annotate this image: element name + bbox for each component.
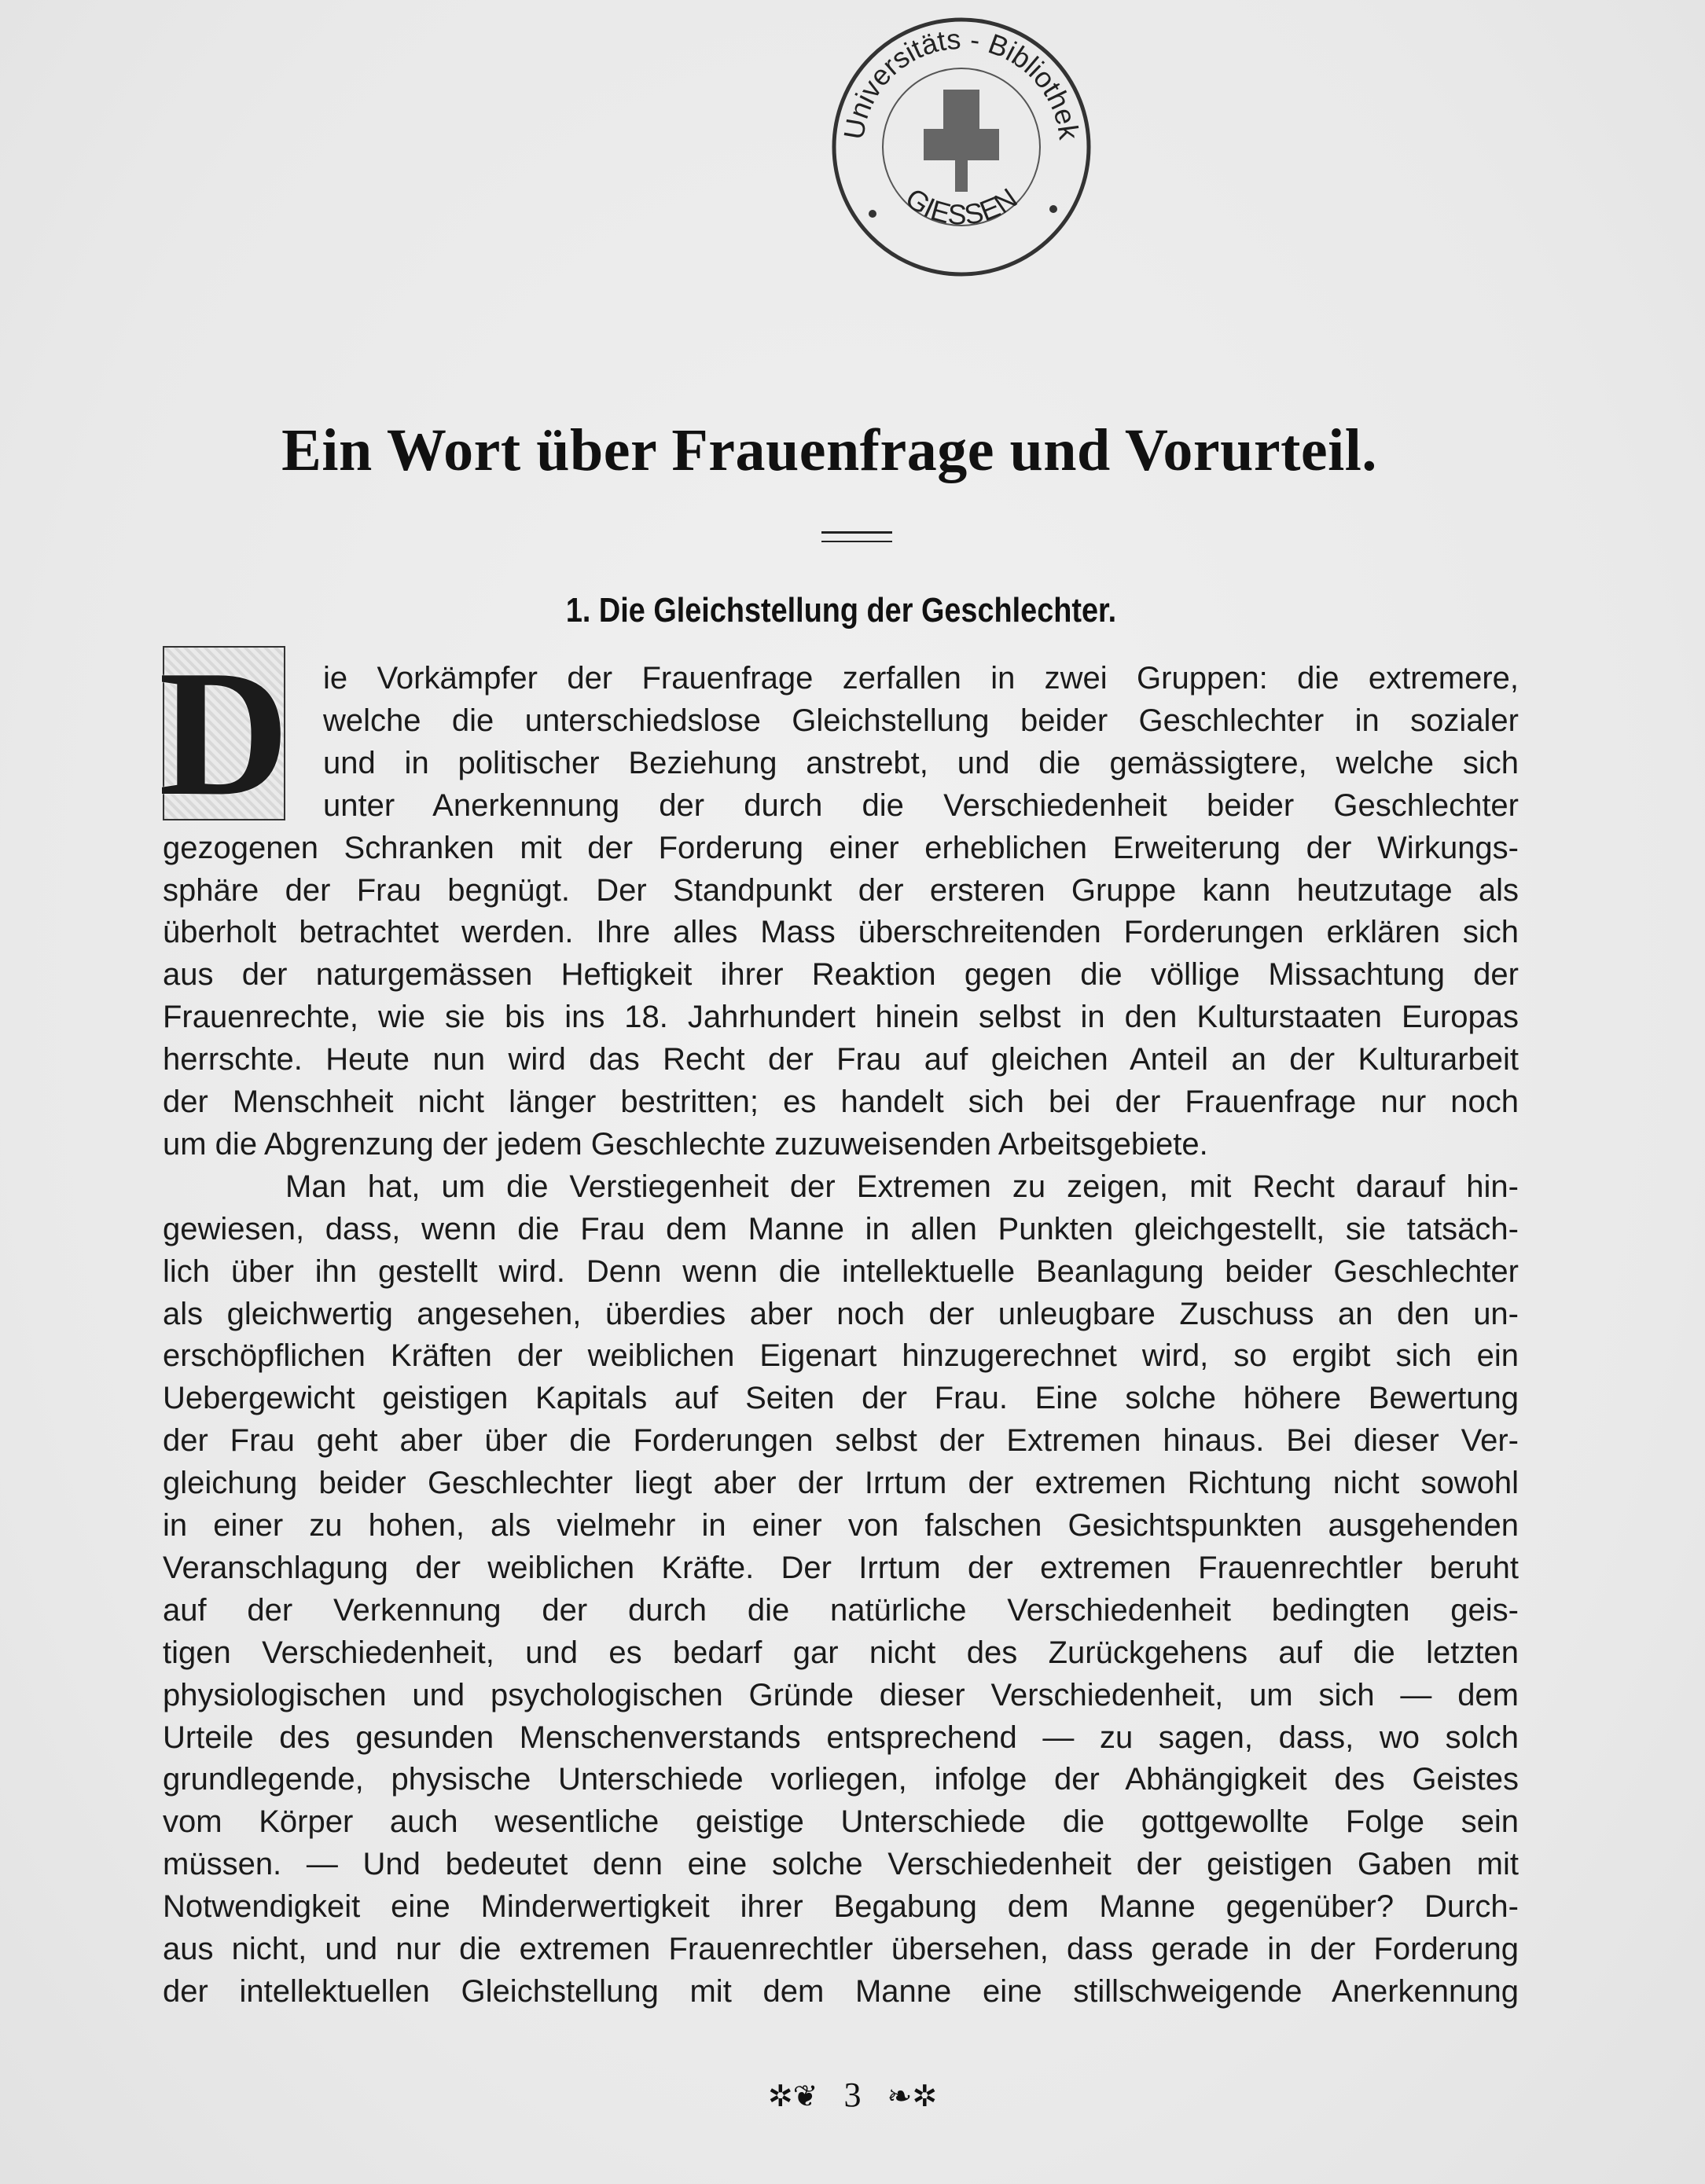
stamp-top-text: Universitäts - Bibliothek: [837, 22, 1086, 142]
text-line: überholt betrachtet werden. Ihre alles Mass überschreitenden Forderungen erklären sich: [163, 915, 1519, 950]
text-line: Urteile des gesunden Menschenverstands entsprechend — zu sagen, dass, wo solch: [163, 1720, 1519, 1755]
stamp-bottom-text: GIESSEN: [899, 181, 1023, 231]
text-line: und in politischer Beziehung anstrebt, und die gemässigtere, welche sich: [323, 745, 1519, 780]
text-line: herrschte. Heute nun wird das Recht der Frau auf gleichen Anteil an der Kulturarbeit: [163, 1042, 1519, 1077]
text-line: Uebergewicht geistigen Kapitals auf Seiten der Frau. Eine solche höhere Bewertung: [163, 1381, 1519, 1416]
ornament-left-icon: [768, 2079, 818, 2114]
page-footer: [0, 2075, 1705, 2115]
text-line: Man hat, um die Verstiegenheit der Extremen zu zeigen, mit Recht darauf hin-: [285, 1169, 1519, 1204]
text-line: in einer zu hohen, als vielmehr in einer von falschen Gesichtspunkten ausgehenden: [163, 1508, 1519, 1543]
text-line: ie Vorkämpfer der Frauenfrage zerfallen in zwei Gruppen: die extremere,: [323, 661, 1519, 696]
text-line: grundlegende, physische Unterschiede vorliegen, infolge der Abhängigkeit des Geistes: [163, 1762, 1519, 1797]
text-line: gezogenen Schranken mit der Forderung einer erheblichen Erweiterung der Wirkungs-: [163, 830, 1519, 865]
decorative-initial: [158, 633, 290, 833]
ornament-right-icon: [887, 2079, 938, 2114]
text-line: Veranschlagung der weiblichen Kräfte. Der Irrtum der extremen Frauenrechtler beruht: [163, 1550, 1519, 1585]
text-line: tigen Verschiedenheit, und es bedarf gar nicht des Zurückgehens auf die letzten: [163, 1635, 1519, 1670]
text-line: physiologischen und psychologischen Gründe dieser Verschiedenheit, um sich — dem: [163, 1677, 1519, 1712]
text-line: welche die unterschiedslose Gleichstellung beider Geschlechter in sozialer: [323, 703, 1519, 738]
stamp-emblem-icon: [924, 90, 999, 192]
text-line: unter Anerkennung der durch die Verschiedenheit beider Geschlechter: [323, 787, 1519, 823]
title-divider: [821, 531, 892, 542]
text-line: um die Abgrenzung der jedem Geschlechte zuzuweisenden Arbeitsgebiete.: [163, 1126, 1208, 1162]
section-heading: 1. Die Gleichstellung der Geschlechter.: [565, 591, 1117, 630]
text-line: gleichung beider Geschlechter liegt aber der Irrtum der extremen Richtung nicht sowohl: [163, 1466, 1519, 1501]
page-number: 3: [843, 2076, 862, 2114]
text-line: Notwendigkeit eine Minderwertigkeit ihrer Begabung dem Manne gegenüber? Durch-: [163, 1889, 1519, 1925]
text-line: der Menschheit nicht länger bestritten; es handelt sich bei der Frauenfrage nur noch: [163, 1085, 1519, 1119]
drop-cap-letter: D: [158, 633, 290, 833]
text-line: erschöpflichen Kräften der weiblichen Eigenart hinzugerechnet wird, so ergibt sich ein: [163, 1338, 1519, 1374]
text-line: Frauenrechte, wie sie bis ins 18. Jahrhundert hinein selbst in den Kulturstaaten Europas: [163, 1000, 1519, 1035]
text-line: der Frau geht aber über die Forderungen selbst der Extremen hinaus. Bei dieser Ver-: [163, 1423, 1519, 1459]
text-line: lich über ihn gestellt wird. Denn wenn die intellektuelle Beanlagung beider Geschlechter: [163, 1254, 1519, 1289]
text-line: sphäre der Frau begnügt. Der Standpunkt der ersteren Gruppe kann heutzutage als: [163, 872, 1519, 908]
library-stamp: [825, 11, 1097, 283]
text-line: als gleichwertig angesehen, überdies aber noch der unleugbare Zuschuss an den un-: [163, 1296, 1519, 1331]
text-line: müssen. — Und bedeutet denn eine solche Verschiedenheit der geistigen Gaben mit: [163, 1847, 1519, 1882]
text-line: auf der Verkennung der durch die natürliche Verschiedenheit bedingten geis-: [163, 1592, 1519, 1628]
text-line: aus nicht, und nur die extremen Frauenrechtler übersehen, dass gerade in der Forderung: [163, 1932, 1519, 1966]
text-line: der intellektuellen Gleichstellung mit dem Manne eine stillschweigende Anerkennung: [163, 1973, 1519, 2009]
text-line: gewiesen, dass, wenn die Frau dem Manne in allen Punkten gleichgestellt, sie tatsäch-: [163, 1211, 1519, 1246]
text-line: vom Körper auch wesentliche geistige Unterschiede die gottgewollte Folge sein: [163, 1804, 1519, 1840]
article-title: Ein Wort über Frauenfrage und Vorurteil.: [281, 417, 1377, 483]
text-line: aus der naturgemässen Heftigkeit ihrer Reaktion gegen die völlige Missachtung der: [163, 957, 1519, 993]
